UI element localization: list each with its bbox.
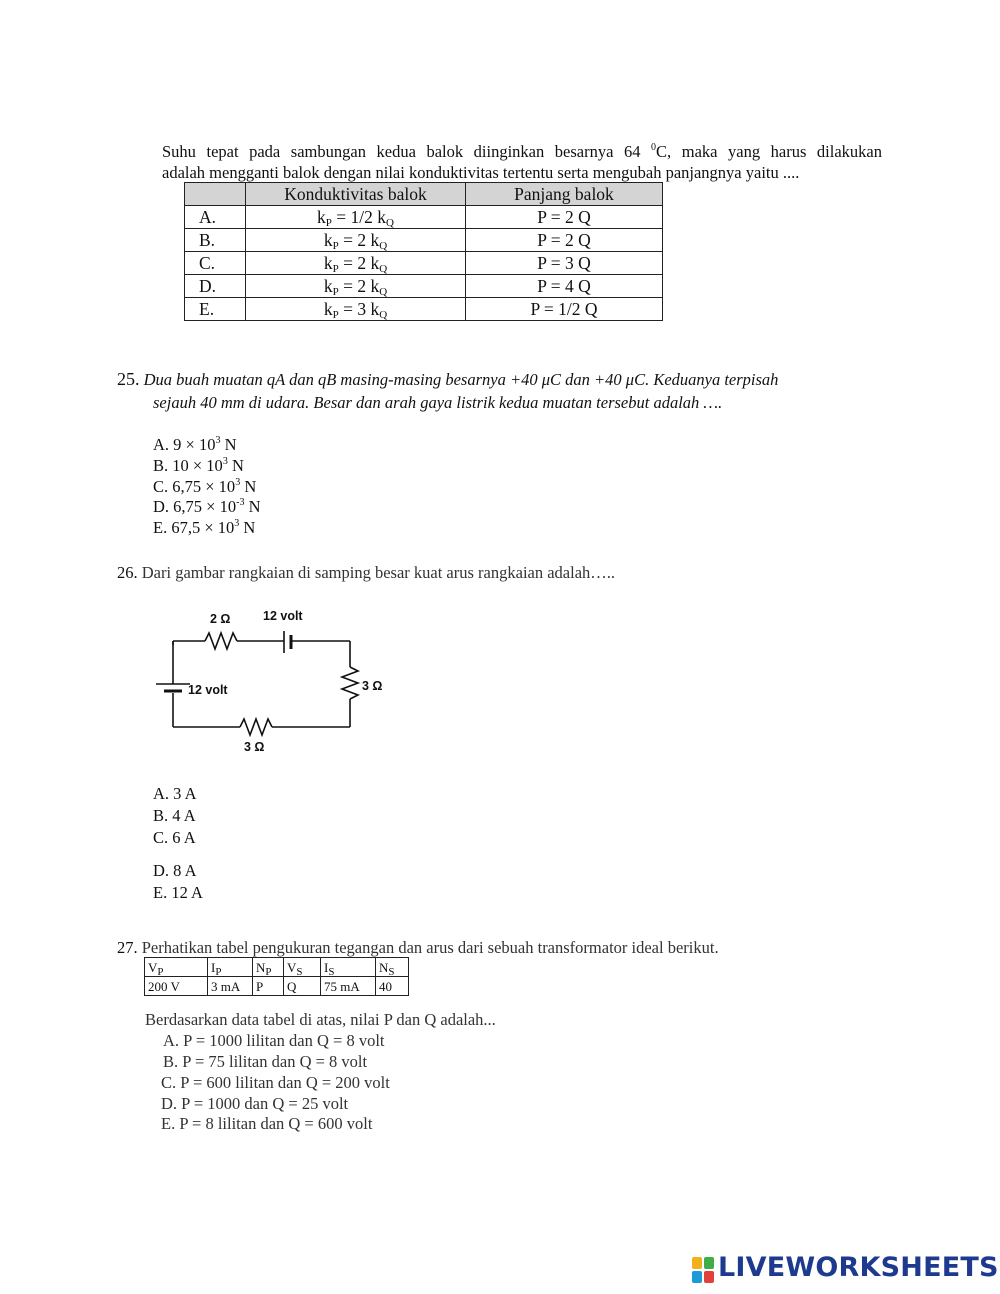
q26-option-d: D. 8 A [153, 861, 197, 880]
length-cell: P = 2 Q [466, 206, 663, 229]
conductivity-cell: $k_P = 2$ $k_Q$ [246, 275, 466, 298]
q27-option-c: C. P = 600 lilitan dan Q = 200 volt [161, 1073, 390, 1092]
q27-prompt: Berdasarkan data tabel di atas, nilai P dan Q adalah... [145, 1010, 496, 1029]
q25-option-d: D. $6,75 \times 10^{-3}$ N [153, 497, 261, 516]
q26-option-a: A. 3 A [153, 784, 197, 803]
q24-options-table [184, 182, 663, 321]
table-header-cell: $I_S$ [321, 958, 376, 977]
table-header-cell: $V_S$ [284, 958, 321, 977]
circuit-diagram [150, 603, 390, 758]
table-cell: 75 mA [321, 977, 376, 996]
q24-intro [162, 141, 882, 183]
option-label: A. [185, 206, 246, 229]
table-row [145, 977, 409, 996]
table-header-cell [185, 183, 246, 206]
q25-question [117, 369, 778, 390]
table-cell: P [253, 977, 284, 996]
table-header-row [145, 958, 409, 977]
table-header-cell: Konduktivitas balok [246, 183, 466, 206]
q25-option-e: E. $67,5 \times 10^3$ N [153, 518, 256, 537]
q27-number: 27. [117, 938, 138, 957]
table-header-cell: $N_S$ [376, 958, 409, 977]
option-label: E. [185, 298, 246, 321]
q25-number: 25. [117, 369, 140, 389]
table-row [185, 206, 663, 229]
length-cell: P = 2 Q [466, 229, 663, 252]
q25-option-b: B. $10 \times 10^3$ N [153, 456, 244, 475]
table-header-row [185, 183, 663, 206]
q25-option-a: A. $9 \times 10^3$ N [153, 435, 237, 454]
conductivity-cell: $k_P = 2$ $k_Q$ [246, 229, 466, 252]
q26-text: Dari gambar rangkaian di samping besar kuat arus rangkaian adalah….. [141, 563, 616, 582]
table-header-cell: $N_P$ [253, 958, 284, 977]
option-label: C. [185, 252, 246, 275]
conductivity-cell: $k_P = 2$ $k_Q$ [246, 252, 466, 275]
option-label: D. [185, 275, 246, 298]
resistor-right [342, 667, 358, 699]
liveworksheets-logo[interactable] [692, 1252, 999, 1286]
q27-question [117, 938, 719, 958]
q27-transformer-table [144, 957, 409, 996]
length-cell: P = 3 Q [466, 252, 663, 275]
q27-option-e: E. P = 8 lilitan dan Q = 600 volt [161, 1114, 373, 1133]
table-row [185, 252, 663, 275]
logo-text: LIVEWORKSHEETS [718, 1252, 999, 1283]
q27-option-b: B. P = 75 lilitan dan Q = 8 volt [163, 1052, 368, 1071]
q25-text-line2: sejauh 40 mm di udara. Besar dan arah gaya listrik kedua muatan tersebut adalah …. [153, 393, 723, 412]
q26-question [117, 563, 615, 583]
length-cell: P = 1/2 Q [466, 298, 663, 321]
table-header-cell: $V_P$ [145, 958, 208, 977]
q26-option-b: B. 4 A [153, 806, 196, 825]
q27-text: Perhatikan tabel pengukuran tegangan dan arus dari sebuah transformator ideal berikut. [141, 938, 719, 957]
table-cell: Q [284, 977, 321, 996]
option-label: B. [185, 229, 246, 252]
table-row [185, 275, 663, 298]
label-resistor-top: 2 Ω [210, 612, 231, 626]
q26-number: 26. [117, 563, 138, 582]
label-resistor-bottom: 3 Ω [244, 740, 265, 754]
table-cell: 3 mA [208, 977, 253, 996]
resistor-top [205, 633, 237, 649]
q26-option-e: E. 12 A [153, 883, 203, 902]
q27-option-a: A. P = 1000 lilitan dan Q = 8 volt [163, 1031, 385, 1050]
q26-option-c: C. 6 A [153, 828, 196, 847]
conductivity-cell: $k_P = 3$ $k_Q$ [246, 298, 466, 321]
label-battery-left: 12 volt [188, 683, 228, 697]
table-row [185, 298, 663, 321]
table-header-cell: $I_P$ [208, 958, 253, 977]
resistor-bottom [240, 719, 272, 735]
table-cell: 40 [376, 977, 409, 996]
q24-intro-line2: adalah mengganti balok dengan nilai konduktivitas tertentu serta mengubah panjangnya yaitu .... [162, 163, 800, 182]
label-resistor-right: 3 Ω [362, 679, 383, 693]
conductivity-cell: $k_P = 1/2$ $k_Q$ [246, 206, 466, 229]
table-cell: 200 V [145, 977, 208, 996]
table-row [185, 229, 663, 252]
label-battery-top: 12 volt [263, 609, 303, 623]
q27-option-d: D. P = 1000 dan Q = 25 volt [161, 1094, 349, 1113]
q24-intro-line1: Suhu tepat pada sambungan kedua balok diinginkan besarnya 64 $^0$C, maka yang harus dilakukan [162, 142, 882, 161]
q25-option-c: C. $6,75 \times 10^3$ N [153, 477, 257, 496]
q25-text-line1: Dua buah muatan qA dan qB masing-masing besarnya +40 μC dan +40 μC. Keduanya terpisah [143, 370, 779, 389]
logo-mark-icon [692, 1257, 716, 1285]
table-header-cell: Panjang balok [466, 183, 663, 206]
length-cell: P = 4 Q [466, 275, 663, 298]
